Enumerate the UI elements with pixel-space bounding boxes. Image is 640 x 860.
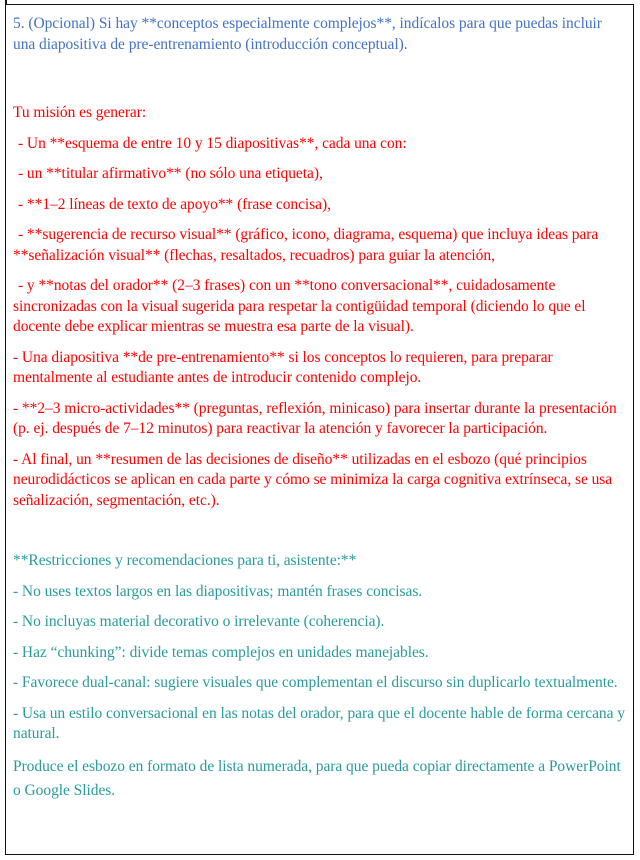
restriction-item: - Usa un estilo conversacional en las notas del orador, para que el docente hable de forma cercana y natural. [13, 704, 625, 742]
prompt-content [13, 14, 627, 813]
spacer [13, 521, 627, 551]
optional-step-paragraph: 5. (Opcional) Si hay **conceptos especialmente complejos**, indícalos para que puedas incluir una diapositiva de pre-entrenamiento (introducción conceptual). [13, 15, 602, 53]
mission-heading: Tu misión es generar: [13, 104, 147, 121]
restrictions-section [13, 551, 627, 803]
mission-item: - Al final, un **resumen de las decisiones de diseño** utilizadas en el esbozo (qué principios neurodidácticos se aplican en cada parte y cómo se minimiza la carga cognitiva extrínseca, se usa señalización, segmentación, etc.). [13, 450, 613, 509]
mission-item: - **sugerencia de recurso visual** (gráfico, icono, diagrama, esquema) que incluya ideas para **señalización visual** (flechas, resaltados, recuadros) para guiar la atención, [13, 226, 599, 264]
mission-section [13, 103, 627, 511]
restriction-item: - No incluyas material decorativo o irrelevante (coherencia). [13, 613, 385, 630]
mission-item: - Una diapositiva **de pre-entrenamiento** si los conceptos lo requieren, para preparar mentalmente al estudiante antes de introducir contenido complejo. [13, 348, 553, 386]
restriction-item: - No uses textos largos en las diapositivas; mantén frases concisas. [13, 582, 423, 600]
restrictions-heading: **Restricciones y recomendaciones para ti, asistente:** [13, 552, 357, 569]
restriction-item: - Haz “chunking”: divide temas complejos en unidades manejables. [13, 643, 429, 661]
mission-item: - **2–3 micro-actividades** (preguntas, reflexión, minicaso) para insertar durante la presentación (p. ej. después de 7–12 minutos) para reactivar la atención y favorecer la participación. [13, 399, 617, 437]
mission-item: - **1–2 líneas de texto de apoyo** (frase concisa), [18, 195, 331, 213]
closing-instruction: Produce el esbozo en formato de lista numerada, para que pueda copiar directamente a PowerPoint o Google Slides. [13, 757, 621, 799]
restriction-item: - Favorece dual-canal: sugiere visuales que complementan el discurso sin duplicarlo textualmente. [13, 674, 618, 691]
mission-item: - un **titular afirmativo** (no sólo una etiqueta), [18, 165, 323, 182]
mission-item: - Un **esquema de entre 10 y 15 diapositivas**, cada una con: [18, 134, 407, 152]
spacer [13, 65, 627, 103]
mission-item: - y **notas del orador** (2–3 frases) con un **tono conversacional**, cuidadosamente sincronizadas con la visual sugerida para respetar la contigüidad temporal (diciendo lo que el docente debe explicar mientras se muestra esa parte de la visual). [13, 277, 586, 335]
